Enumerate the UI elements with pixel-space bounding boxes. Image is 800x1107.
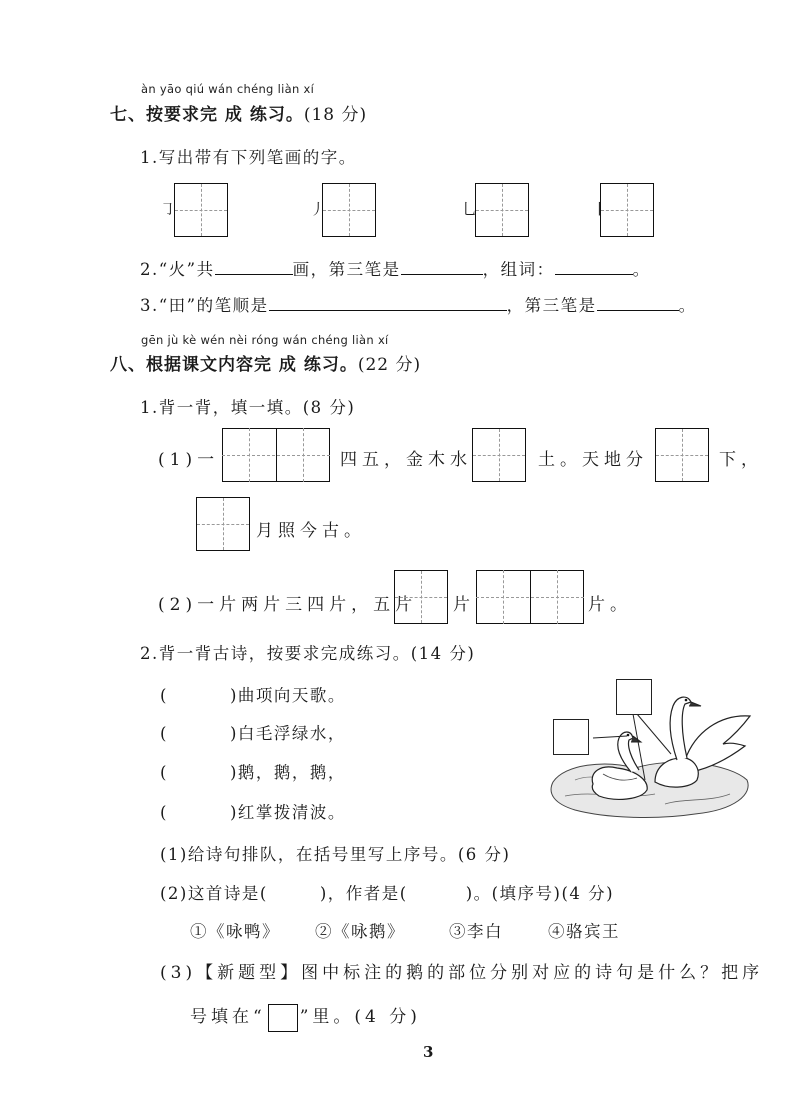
option-1: ①《咏鸭》 (190, 922, 280, 941)
section8-score: (22 分) (357, 355, 422, 375)
q8-1-1-text-a: (1)一 (158, 450, 220, 470)
q7-2-text-b: 画，第三笔是 (292, 260, 401, 279)
q7-2-blank-third-stroke[interactable] (401, 258, 483, 275)
fill-box-1[interactable] (222, 428, 330, 482)
q8-2-sub2 (160, 880, 614, 904)
fill-box-6[interactable] (476, 570, 584, 624)
q7-2-blank-strokes[interactable] (215, 258, 293, 275)
section8-pinyin: gēn jù kè wén nèi róng wán chéng liàn xí (141, 333, 389, 347)
tian-grid-2[interactable] (322, 183, 376, 237)
q8-2-sub2-text-c: )。(填序号)(4 分) (465, 884, 615, 903)
stroke-4: 丨 (592, 200, 608, 218)
q7-2-line (140, 256, 651, 280)
poem-line-3 (160, 759, 346, 783)
fill-box-5[interactable] (394, 570, 448, 624)
section8-title (110, 350, 421, 375)
fill-box-4[interactable] (196, 497, 250, 551)
poem-line-2 (160, 720, 346, 744)
poem-line-1-open: ( (160, 686, 168, 705)
section7-title (110, 100, 367, 125)
q8-1-3-text-c: 片。 (588, 595, 632, 615)
q7-3-text-a: 3.“田”的笔顺是 (140, 296, 269, 315)
q7-3-text-b: ，第三笔是 (506, 296, 597, 315)
option-2: ②《咏鹅》 (315, 922, 405, 941)
section7-score: (18 分) (303, 105, 368, 125)
q7-2-text-d: 。 (632, 260, 651, 279)
q8-2-sub3-line1: (3)【新题型】图中标注的鹅的部位分别对应的诗句是什么？把序 (160, 963, 764, 983)
q8-1-1-text-d: 下， (719, 450, 763, 470)
poem-line-4-text: )红掌拨清波。 (229, 803, 346, 822)
q7-2-text-c: ，组词： (482, 260, 555, 279)
option-3: ③李白 (449, 922, 503, 941)
tian-grid-3[interactable] (475, 183, 529, 237)
poem-line-4-open: ( (160, 803, 168, 822)
option-4: ④骆宾王 (548, 922, 620, 941)
fill-box-3[interactable] (655, 428, 709, 482)
q7-3-blank-third-stroke[interactable] (597, 294, 679, 311)
q8-2-label: 2.背一背古诗，按要求完成练习。(14 分) (140, 644, 476, 663)
tian-grid-1[interactable] (174, 183, 228, 237)
swan-label-box-1[interactable] (553, 719, 589, 755)
fill-box-2[interactable] (472, 428, 526, 482)
stroke-3: 乚 (462, 200, 478, 218)
poem-line-2-open: ( (160, 724, 168, 743)
q7-3-blank-order[interactable] (269, 294, 507, 311)
section7-pinyin: àn yāo qiú wán chéng liàn xí (141, 82, 315, 96)
poem-line-4 (160, 799, 346, 823)
q8-2-sub2-text-b: )，作者是( (319, 884, 408, 903)
q8-2-sub3-text-b: ”里。(4 分) (299, 1007, 421, 1027)
q8-1-1-text-c: 土。天地分 (538, 450, 648, 470)
q8-2-sub3-line2 (190, 1002, 421, 1032)
q8-1-3-text-a: (2)一片两片三四片，五片 (158, 595, 418, 615)
q7-1-label: 1.写出带有下列笔画的字。 (140, 148, 357, 167)
section7-title-text: 七、按要求完 成 练习。 (110, 105, 304, 125)
q7-2-blank-word[interactable] (555, 258, 633, 275)
section8-title-text: 八、根据课文内容完 成 练习。 (110, 355, 358, 375)
poem-line-1 (160, 682, 346, 706)
q8-1-label: 1.背一背，填一填。(8 分) (140, 398, 356, 417)
q8-2-sub2-text-a: (2)这首诗是( (160, 884, 268, 903)
q8-2-sub1: (1)给诗句排队，在括号里写上序号。(6 分) (160, 845, 511, 864)
q8-1-2-text: 月照今古。 (256, 521, 366, 541)
page-number: 3 (423, 1043, 434, 1061)
q8-2-sub3-inline-box (268, 1004, 298, 1032)
swan-label-box-2[interactable] (616, 679, 652, 715)
q7-3-line (140, 292, 697, 316)
poem-line-1-text: )曲项向天歌。 (229, 686, 346, 705)
poem-line-3-open: ( (160, 763, 168, 782)
tian-grid-4[interactable] (600, 183, 654, 237)
q8-2-sub3-text-a: 号填在“ (190, 1007, 266, 1027)
poem-line-2-text: )白毛浮绿水， (229, 724, 346, 743)
q8-1-1-text-b: 四五，金木水 (340, 450, 472, 470)
q7-2-text-a: 2.“火”共 (140, 260, 215, 279)
poem-line-3-text: )鹅，鹅，鹅， (229, 763, 346, 782)
q8-1-3-text-b: 片 (453, 595, 475, 615)
q7-3-text-c: 。 (678, 296, 697, 315)
stroke-1: ㇆ (160, 200, 176, 218)
stroke-2: 丿 (310, 200, 326, 218)
